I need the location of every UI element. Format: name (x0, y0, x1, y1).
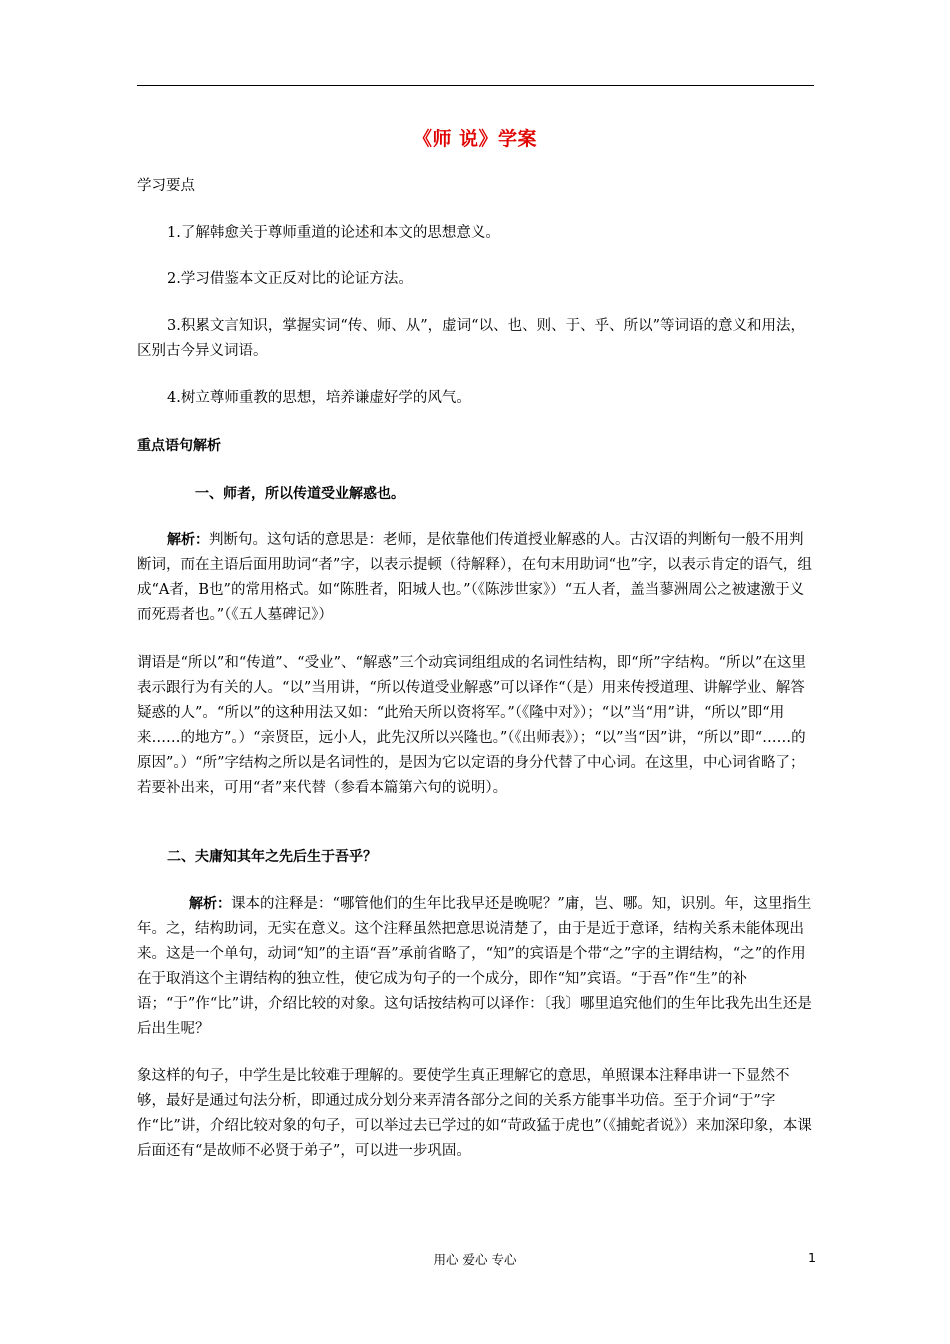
study-point-1: 1.了解韩愈关于尊师重道的论述和本文的思想意义。 (167, 225, 500, 241)
question-2-explanation: 象这样的句子，中学生是比较难于理解的。要使学生真正理解它的意思，单照课本注释串讲一下显然不够，最好是通过句法分析，即通过成分划分来弄清各部分之间的关系方能事半功倍。至于介词“于”字作“比”讲，介绍比较对象的句子，可以举过去已学过的如“苛政猛于虎也”（《捕蛇者说》）来加深印象，本课后面还有“是故师不必贤于弟子”，可以进一步巩固。 (137, 1068, 812, 1159)
analysis-label: 解析： (189, 896, 231, 912)
study-point-4: 4.树立尊师重教的思想，培养谦虚好学的风气。 (167, 390, 471, 406)
question-2-analysis-text: 课本的注释是：“哪管他们的生年比我早还是晚呢？”庸，岂、哪。知，识别。年，这里指生年。之，结构助词，无实在意义。这个注释虽然把意思说清楚了，由于是近于意译，结构关系未能体现出来。这是一个单句，动词“知”的主语“吾”承前省略了，“知”的宾语是个带“之”字的主谓结构，“之”的作用在于取消这个主谓结构的独立性，使它成为句子的一个成分，即作“知”宾语。“于吾”作“生”的补语；“于”作“比”讲，介绍比较的对象。这句话按结构可以译作：〔我〕哪里追究他们的生年比我先出生还是后出生呢？ (137, 896, 812, 1037)
question-1-explanation: 谓语是“所以”和“传道”、“受业”、“解惑”三个动宾词组组成的名词性结构，即“所”字结构。“所以”在这里表示跟行为有关的人。“以”当用讲，“所以传道受业解惑”可以译作“（是）用来传授道理、讲解学业、解答疑惑的人”。“所以”的这种用法又如：“此殆天所以资将军。”（《隆中对》）；“以”当“用”讲，“所以”即“用来……的地方”。）“亲贤臣，远小人，此先汉所以兴隆也。”（《出师表》）；“以”当“因”讲，“所以”即“……的原因”。）“所”字结构之所以是名词性的，是因为它以定语的身分代替了中心词。在这里，中心词省略了；若要补出来，可用“者”来代替（参看本篇第六句的说明）。 (137, 655, 806, 796)
question-1-analysis-text: 判断句。这句话的意思是：老师，是依靠他们传道授业解惑的人。古汉语的判断句一般不用判断词，而在主语后面用助词“者”字，以表示提顿（待解释），在句末用助词“也”字，以表示肯定的语气，组成“A者，B也”的常用格式。如“陈胜者，阳城人也。”（《陈涉世家》）“五人者，盖当蓼洲周公之被逮激于义而死焉者也。”（《五人墓碑记》） (137, 532, 812, 623)
section-heading-key-sentences: 重点语句解析 (137, 438, 221, 454)
question-2-title: 二、夫庸知其年之先后生于吾乎？ (167, 849, 377, 865)
question-1-analysis (137, 528, 817, 628)
page-footer: 用心 爱心 专心 (433, 1252, 517, 1267)
section-heading-study-points: 学习要点 (137, 178, 195, 194)
analysis-label: 解析： (167, 532, 209, 548)
study-point-3: 3.积累文言知识，掌握实词“传、师、从”，虚词“以、也、则、于、乎、所以”等词语的意义和用法，区别古今异义词语。 (137, 318, 805, 359)
page-number: 1 (808, 1250, 816, 1265)
header-rule (137, 85, 814, 86)
question-2-analysis (137, 892, 817, 1042)
page-title: 《师 说》学案 (412, 128, 538, 150)
study-point-2: 2.学习借鉴本文正反对比的论证方法。 (167, 271, 413, 287)
question-1-title: 一、师者，所以传道受业解惑也。 (195, 486, 405, 502)
